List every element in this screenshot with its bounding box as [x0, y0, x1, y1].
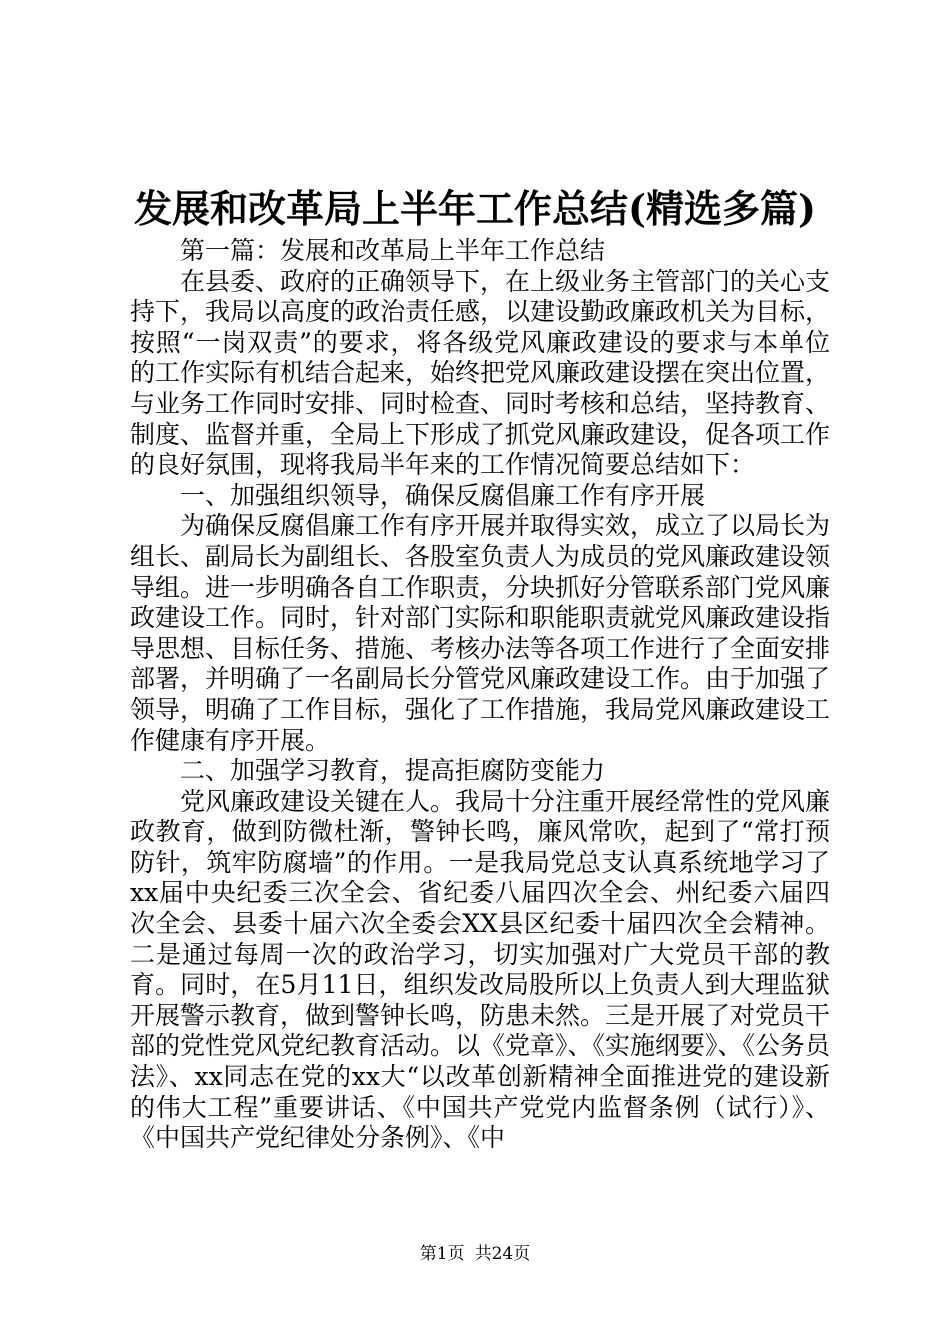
document-title: 发展和改革局上半年工作总结(精选多篇) [134, 186, 816, 231]
page-number: 第1页 [419, 1244, 465, 1264]
paragraph-section-1: 为确保反腐倡廉工作有序开展并取得实效，成立了以局长为组长、副局长为副组长、各股室负责人为成员的党风廉政建设领导组。进一步明确各自工作职责，分块抓好分管联系部门党风廉政建设工作。同时，针对部门实际和职能职责就党风廉政建设指导思想、目标任务、措施、考核办法等各项工作进行了全面安排部署，并明确了一名副局长分管党风廉政建设工作。由于加强了领导，明确了工作目标，强化了工作措施，我局党风廉政建设工作健康有序开展。 [130, 511, 831, 755]
page-total: 共24页 [474, 1244, 531, 1264]
paragraph-intro: 在县委、政府的正确领导下，在上级业务主管部门的关心支持下，我局以高度的政治责任感，以建设勤政廉政机关为目标，按照“一岗双责”的要求，将各级党风廉政建设的要求与本单位的工作实际有机结合起来，始终把党风廉政建设摆在突出位置，与业务工作同时安排、同时检查、同时考核和总结，坚持教育、制度、监督并重，全局上下形成了抓党风廉政建设，促各项工作的良好氛围，现将我局半年来的工作情况简要总结如下： [130, 266, 831, 480]
paragraph-section-2: 党风廉政建设关键在人。我局十分注重开展经常性的党风廉政教育，做到防微杜渐，警钟长鸣，廉风常吹，起到了“常打预防针，筑牢防腐墙”的作用。一是我局党总支认真系统地学习了xx届中央纪委三次全会、省纪委八届四次全会、州纪委六届四次全会、县委十届六次全委会XX县区纪委十届四次全会精神。二是通过每周一次的政治学习，切实加强对广大党员干部的教育。同时，在5月11日，组织发改局股所以上负责人到大理监狱开展警示教育，做到警钟长鸣，防患未然。三是开展了对党员干部的党性党风党纪教育活动。以《党章》、《实施纲要》、《公务员法》、xx同志在党的xx大“以改革创新精神全面推进党的建设新的伟大工程”重要讲话、《中国共产党党内监督条例（试行）》、《中国共产党纪律处分条例》、《中 [130, 786, 831, 1153]
heading-section-1: 一、加强组织领导，确保反腐倡廉工作有序开展 [180, 480, 706, 510]
section-subtitle: 第一篇：发展和改革局上半年工作总结 [180, 236, 606, 265]
document-body [130, 236, 830, 1154]
heading-section-2: 二、加强学习教育，提高拒腐防变能力 [180, 756, 606, 786]
page-footer [0, 1243, 950, 1265]
